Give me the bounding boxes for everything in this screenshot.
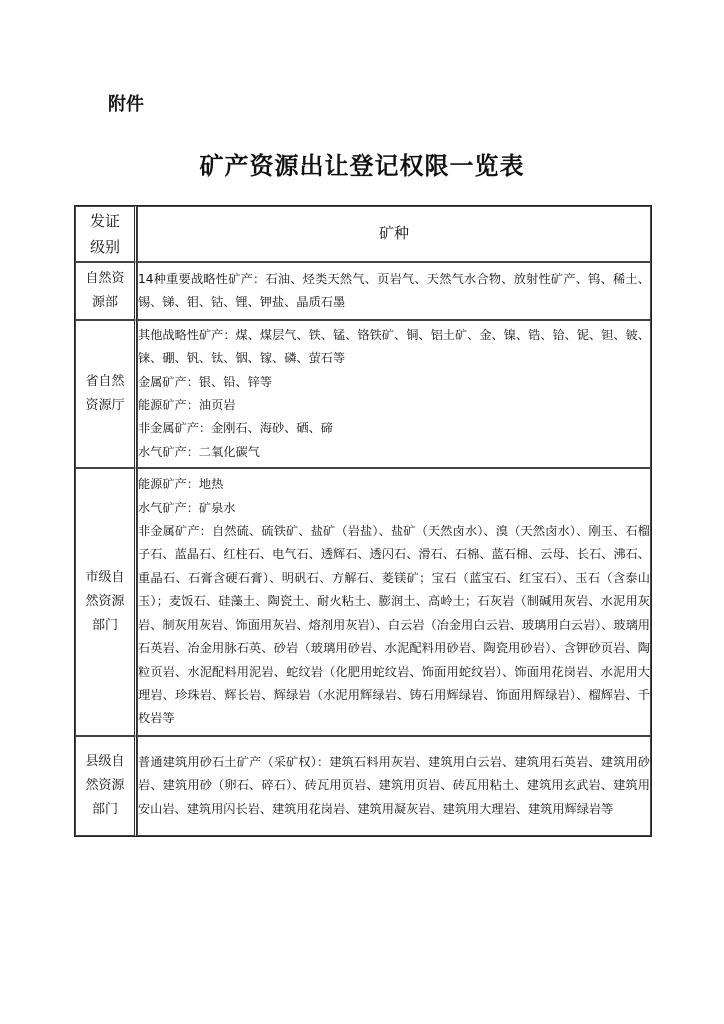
mineral-segment: 其他战略性矿产：煤、煤层气、铁、锰、铬铁矿、铜、铝土矿、金、镍、锆、铪、铌、钽、铍、铼、硼、钒、钛、铟、镓、磷、萤石等 xyxy=(138,327,650,366)
mineral-segment: 14种重要战略性矿产：石油、烃类天然气、页岩气、天然气水合物、放射性矿产、钨、稀土、锡、锑、钼、钴、锂、钾盐、晶质石墨 xyxy=(138,271,650,309)
header-minerals-label: 矿种 xyxy=(378,224,409,243)
level-label: 县级自然资源部门 xyxy=(85,754,125,817)
mineral-rights-table xyxy=(74,205,652,837)
mineral-segment: 能源矿产：地热 xyxy=(138,477,224,492)
mineral-segment: 非金属矿产：自然硫、硫铁矿、盐矿（岩盐）、盐矿（天然卤水）、溴（天然卤水）、刚玉、石榴子石、蓝晶石、红柱石、电气石、透辉石、透闪石、滑石、石棉、蓝石棉、云母、长石、沸石、重晶石、石膏含硬石膏）、明矾石、方解石、菱镁矿；宝石（蓝宝石、红宝石）、玉石（含泰山玉）；麦饭石、硅藻土、陶瓷土、耐火粘土、膨润土、高岭土；石灰岩（制碱用灰岩、水泥用灰岩、制灰用灰岩、饰面用灰岩、熔剂用灰岩）、白云岩（冶金用白云岩、玻璃用白云岩）、玻璃用石英岩、冶金用脉石英、砂岩（玻璃用砂岩、水泥配料用砂岩、陶瓷用砂岩）、含钾砂页岩、陶粒页岩、水泥配料用泥岩、蛇纹岩（化肥用蛇纹岩、饰面用蛇纹岩）、饰面用花岗岩、水泥用大理岩、珍珠岩、辉长岩、辉绿岩（水泥用辉绿岩、铸石用辉绿岩、饰面用辉绿岩）、榴辉岩、千枚岩等 xyxy=(138,524,650,726)
header-level-label: 发证级别 xyxy=(89,212,120,256)
mineral-segment: 普通建筑用砂石土矿产（采矿权）：建筑石料用灰岩、建筑用白云岩、建筑用石英岩、建筑用砂岩、建筑用砂（卵石、碎石）、砖瓦用页岩、建筑用页岩、砖瓦用粘土、建筑用玄武岩、建筑用安山岩、建筑用闪长岩、建筑用花岗岩、建筑用凝灰岩、建筑用大理岩、建筑用辉绿岩等 xyxy=(138,754,650,816)
table-row xyxy=(75,320,651,468)
mineral-segment: 水气矿产：二氧化碳气 xyxy=(138,444,260,459)
minerals-cell xyxy=(137,262,651,320)
level-label: 省自然资源厅 xyxy=(85,374,125,413)
table-row xyxy=(75,468,651,736)
minerals-cell xyxy=(137,736,651,836)
level-label: 市级自然资源部门 xyxy=(85,570,125,633)
mineral-segment: 水气矿产：矿泉水 xyxy=(138,500,236,515)
table-header-row xyxy=(75,206,651,262)
document-title: 矿产资源出让登记权限一览表 xyxy=(199,151,525,180)
level-label: 自然资源部 xyxy=(85,271,125,310)
level-cell xyxy=(75,262,137,320)
minerals-cell xyxy=(137,320,651,468)
table-row xyxy=(75,736,651,836)
level-cell xyxy=(75,736,137,836)
minerals-cell xyxy=(137,468,651,736)
header-level-cell xyxy=(75,206,137,262)
level-cell xyxy=(75,468,137,736)
level-cell xyxy=(75,320,137,468)
attachment-label: 附件 xyxy=(108,94,144,115)
table-row xyxy=(75,262,651,320)
mineral-segment: 非金属矿产：金刚石、海砂、硒、碲 xyxy=(138,421,333,436)
mineral-segment: 能源矿产：油页岩 xyxy=(138,398,236,412)
mineral-segment: 金属矿产：银、铅、锌等 xyxy=(138,374,273,389)
header-minerals-cell xyxy=(137,206,651,262)
